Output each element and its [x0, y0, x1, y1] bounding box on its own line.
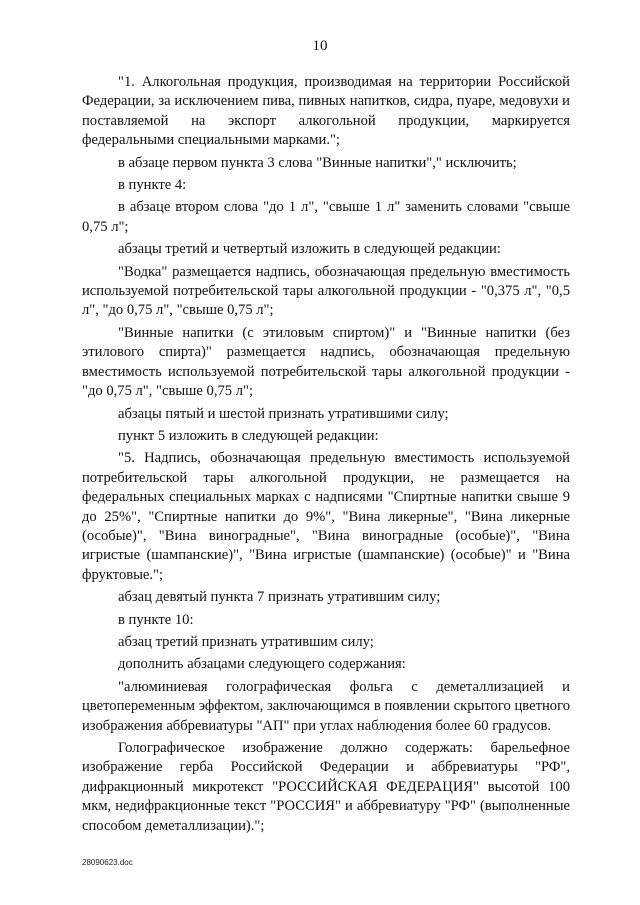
footer-file-code: 28090623.doc	[82, 858, 133, 867]
paragraph: абзацы пятый и шестой признать утратившими силу;	[118, 405, 449, 422]
paragraph: "Винные напитки (с этиловым спиртом)" и "Винные напитки (без этилового спирта)" размещается надпись, обозначающая предельную вместимость используемой потребительской тары алкогольной продукции - "до 0,75 л", "свыше 0,75 л";	[82, 324, 570, 400]
paragraph: пункт 5 изложить в следующей редакции:	[118, 427, 379, 444]
paragraph: Голографическое изображение должно содержать: барельефное изображение герба Российской Федерации и аббревиатуры "РФ", дифракционный микротекст "РОССИЙСКАЯ ФЕДЕРАЦИЯ" высотой 100 мкм, недифракционные текст "РОССИЯ" и аббревиатуру "РФ" (выполненные способом деметаллизации).";	[82, 740, 570, 834]
paragraph: "1. Алкогольная продукция, производимая на территории Российской Федерации, за исключением пива, пивных напитков, сидра, пуаре, медовухи и поставляемой на экспорт алкогольной продукции, маркируется федеральными специальными марками.";	[82, 74, 570, 149]
page-number: 10	[312, 38, 328, 54]
paragraph: "Водка" размещается надпись, обозначающая предельную вместимость используемой потребительской тары алкогольной продукции - "0,375 л", "0,5 л", "до 0,75 л", "свыше 0,75 л";	[82, 263, 570, 319]
paragraph: абзацы третий и четвертый изложить в следующей редакции:	[118, 241, 501, 258]
paragraph: абзац девятый пункта 7 признать утратившим силу;	[118, 589, 441, 606]
paragraph: "5. Надпись, обозначающая предельную вместимость используемой потребительской тары алкогольной продукции, не размещается на федеральных специальных марках с надписями "Спиртные напитки свыше 9 до 25%", "Спиртные напитки до 9%", "Вина ликерные", "Вина ликерные (особые)", "Вина виноградные", "Вина виноградные (особые)", "Вина игристые (шампанские)", "Вина игристые (шампанские) (особые)" и "Вина фруктовые.";	[82, 450, 570, 583]
paragraph: в пункте 4:	[118, 177, 187, 194]
paragraph: абзац третий признать утратившим силу;	[118, 633, 374, 650]
paragraph: в абзаце первом пункта 3 слова "Винные напитки"," исключить;	[118, 154, 517, 171]
paragraph: дополнить абзацами следующего содержания:	[118, 656, 406, 673]
paragraph: в абзаце втором слова "до 1 л", "свыше 1 л" заменить словами "свыше 0,75 л";	[82, 199, 570, 235]
document-body	[82, 73, 570, 839]
paragraph: в пункте 10:	[118, 611, 194, 628]
paragraph: "алюминиевая голографическая фольга с деметаллизацией и цветопеременным эффектом, заключающимся в появлении скрытого цветного изображения аббревиатуры "АП" при углах наблюдения более 60 градусов.	[82, 678, 570, 734]
